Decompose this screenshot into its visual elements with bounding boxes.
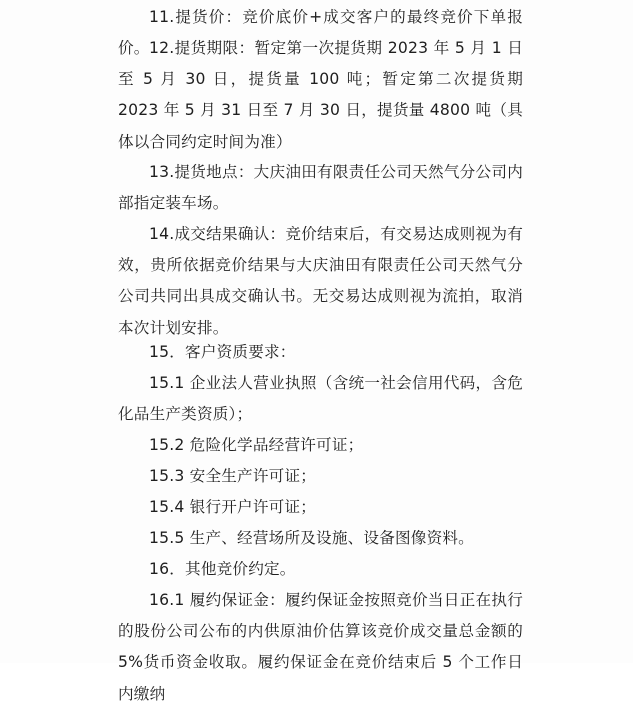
clause-16-other-terms: 16．其他竞价约定。 xyxy=(149,560,296,578)
clause-16-1-performance-bond: 16.1 履约保证金：履约保证金按照竞价当日正在执行的股份公司公布的内供原油价估算该竞价成交量总金额的 5%货币资金收取。履约保证金在竞价结束后 5 个工作日内缴纳 xyxy=(118,591,523,703)
clause-14-deal-confirmation: 14.成交结果确认：竞价结束后，有交易达成则视为有效，贵所依据竞价结果与大庆油田有限责任公司天然气分公司共同出具成交确认书。无交易达成则视为流拍，取消本次计划安排。 xyxy=(118,225,523,337)
clause-11-pickup-price: 11.提货价：竞价底价+成交客户的最终竞价下单报价。 xyxy=(118,8,523,58)
clause-12-pickup-period: 12.提货期限：暂定第一次提货期 2023 年 5 月 1 日至 5 月 30 日，提货量 100 吨；暂定第二次提货期 2023 年 5 月 31 日至 7 月 30 日，提货量 4800 吨（具体以合同约定时间为准） xyxy=(118,39,523,151)
clause-13-pickup-location: 13.提货地点：大庆油田有限责任公司天然气分公司内部指定装车场。 xyxy=(118,163,523,213)
clause-15-1-business-license: 15.1 企业法人营业执照（含统一社会信用代码，含危化品生产类资质）； xyxy=(118,374,523,424)
clause-15-qualifications: 15．客户资质要求： xyxy=(149,343,296,361)
clause-15-5-facility-images: 15.5 生产、经营场所及设施、设备图像资料。 xyxy=(149,529,474,547)
clause-15-4-bank-permit: 15.4 银行开户许可证； xyxy=(149,498,317,516)
clause-15-3-safety-permit: 15.3 安全生产许可证； xyxy=(149,467,317,485)
clause-15-2-chemicals-permit: 15.2 危险化学品经营许可证； xyxy=(149,436,364,454)
